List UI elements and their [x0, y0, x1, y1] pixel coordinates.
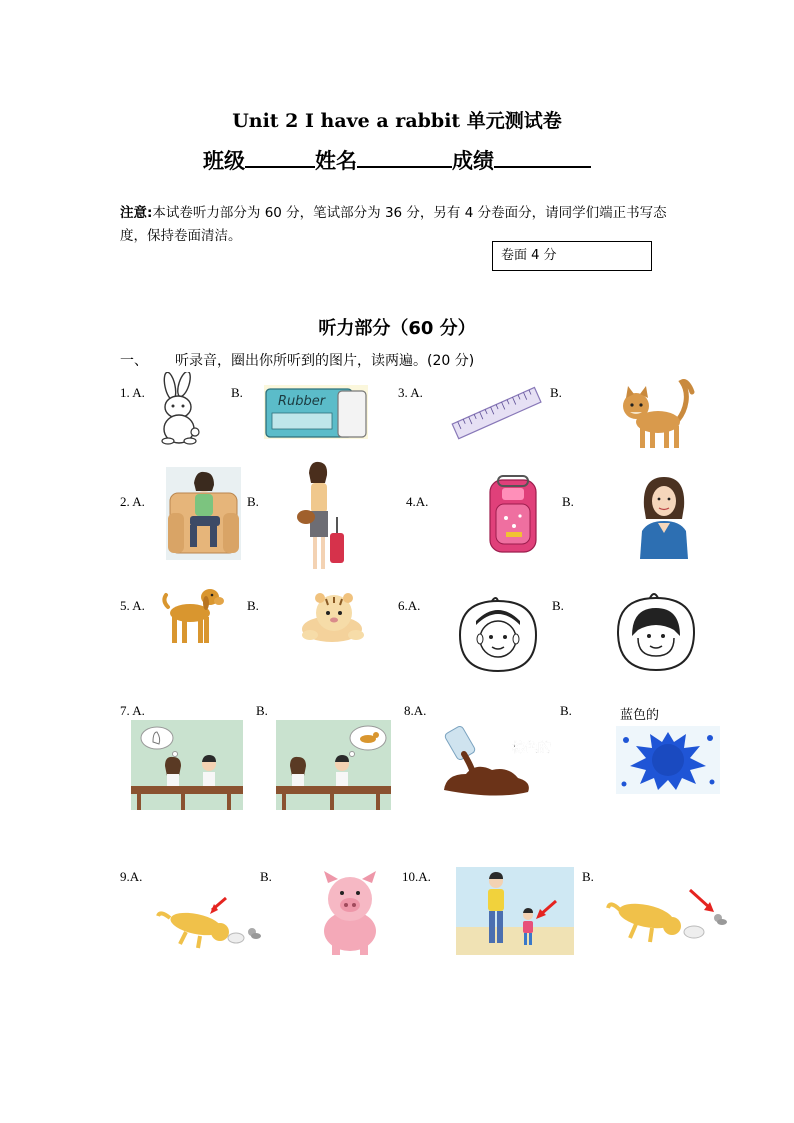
brown-caption: 棕色的: [512, 741, 552, 756]
score-blank[interactable]: [494, 148, 591, 168]
neatness-score-box: 卷面 4 分: [492, 241, 652, 271]
woman-on-sofa-picture[interactable]: [166, 467, 241, 560]
q1-b-label: B.: [231, 385, 243, 400]
rubber-label: Rubber: [278, 394, 326, 409]
pig-picture[interactable]: [314, 869, 386, 957]
classroom-dog-thought-picture[interactable]: [276, 720, 391, 810]
ruler-picture[interactable]: [450, 383, 544, 445]
question-1-number: 一、: [120, 353, 148, 369]
q3-b-label: B.: [550, 385, 562, 400]
schoolbag-picture[interactable]: [484, 474, 542, 556]
dog-picture[interactable]: [162, 583, 224, 646]
blue-caption: 蓝色的: [620, 708, 660, 723]
q2-b-label: B.: [247, 494, 259, 509]
q10-a-label: 10.A.: [402, 869, 431, 884]
q4-a-label: 4.A.: [406, 494, 429, 509]
class-label: 班级: [203, 149, 245, 173]
q9-a-label: 9.A.: [120, 869, 143, 884]
name-label: 姓名: [315, 149, 357, 173]
question-1-instruction: [120, 350, 474, 370]
class-blank[interactable]: [245, 148, 315, 168]
woman-portrait-picture[interactable]: [638, 473, 690, 561]
q9-b-label: B.: [260, 869, 272, 884]
woman-with-suitcase-picture[interactable]: [290, 461, 350, 577]
question-1-text: 听录音，圈出你所听到的图片，读两遍。(20 分): [175, 353, 475, 369]
girl-face-picture[interactable]: [612, 590, 700, 674]
rabbit-picture[interactable]: [148, 372, 210, 446]
q8-a-label: 8.A.: [404, 703, 427, 718]
q8-b-label: B.: [560, 703, 572, 718]
blue-splash-picture[interactable]: [616, 726, 720, 794]
score-label: 成绩: [452, 149, 494, 173]
tiger-cub-picture[interactable]: [296, 589, 368, 645]
brown-paint-picture[interactable]: [436, 724, 562, 800]
q1-a-label: 1. A.: [120, 385, 145, 400]
q6-a-label: 6.A.: [398, 598, 421, 613]
q6-b-label: B.: [552, 598, 564, 613]
name-blank[interactable]: [357, 148, 452, 168]
q5-a-label: 5. A.: [120, 598, 145, 613]
cat-picture[interactable]: [620, 376, 696, 452]
q10-b-label: B.: [582, 869, 594, 884]
q5-b-label: B.: [247, 598, 259, 613]
classroom-rabbit-thought-picture[interactable]: [131, 720, 243, 810]
q7-a-label: 7. A.: [120, 703, 145, 718]
exam-title: Unit 2 I have a rabbit 单元测试卷: [232, 110, 562, 132]
rubber-eraser-picture[interactable]: [262, 383, 370, 441]
q3-a-label: 3. A.: [398, 385, 423, 400]
boy-face-picture[interactable]: [454, 595, 542, 675]
listening-section-title: 听力部分（60 分）: [318, 318, 476, 339]
q7-b-label: B.: [256, 703, 268, 718]
note-text: 本试卷听力部分为 60 分，笔试部分为 36 分，另有 4 分卷面分，请同学们端正书写态度，保持卷面清洁。: [120, 205, 667, 244]
cat-chasing-mouse-arrow-mouse-picture[interactable]: [606, 884, 728, 948]
q2-a-label: 2. A.: [120, 494, 145, 509]
student-info-line: [0, 145, 794, 175]
q4-b-label: B.: [562, 494, 574, 509]
father-and-child-picture[interactable]: [456, 867, 574, 955]
cat-chasing-mouse-arrow-cat-picture[interactable]: [156, 892, 262, 950]
note-prefix: 注意:: [120, 205, 153, 221]
